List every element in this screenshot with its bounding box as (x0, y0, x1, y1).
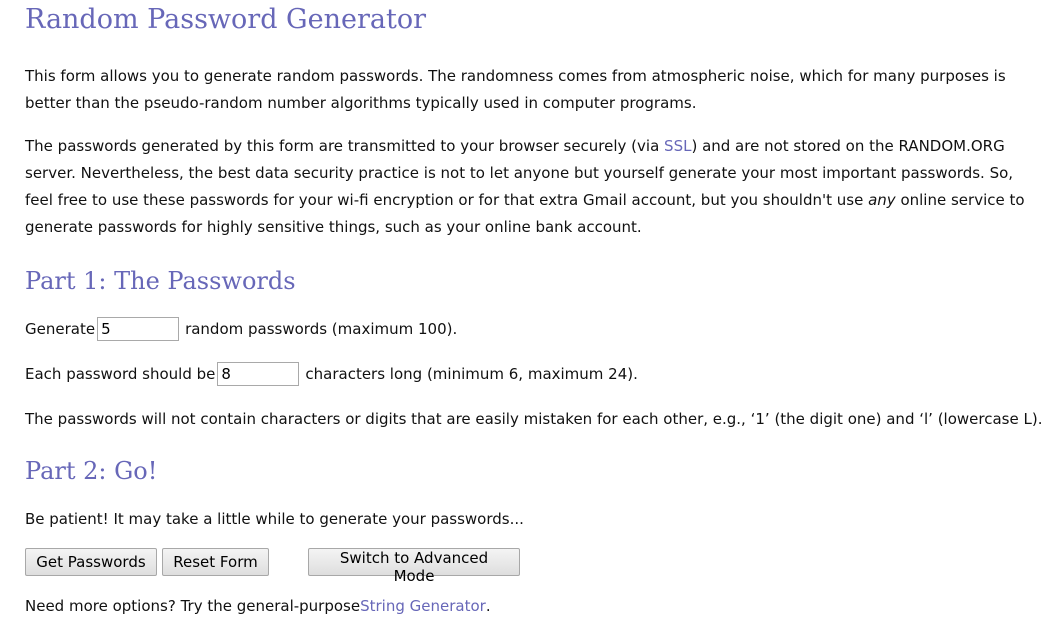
password-length-input[interactable] (217, 362, 299, 386)
patience-note: Be patient! It may take a little while to generate your passwords... (25, 510, 524, 528)
generate-suffix: random passwords (maximum 100). (185, 320, 458, 338)
get-passwords-button[interactable]: Get Passwords (25, 548, 157, 576)
security-text-2: ) and are not stored on the RANDOM.ORG server. Nevertheless, the best data security practice is not to let anyone but yourself generate your most important passwords. So, feel free to use these passwords for your wi-fi encryption or for that extra Gmail account, but you shouldn't use (25, 137, 1014, 209)
generate-row (25, 315, 457, 343)
security-text-1: The passwords generated by this form are transmitted to your browser securely (via (25, 137, 665, 155)
ambiguous-chars-note: The passwords will not contain characters or digits that are easily mistaken for each other, e.g., ‘1’ (the digit one) and ‘l’ (lowercase L). (25, 410, 1043, 428)
string-generator-link[interactable]: String Generator (360, 597, 486, 615)
length-row (25, 360, 638, 388)
part2-heading: Part 2: Go! (25, 457, 158, 485)
emphasis-any: any (868, 191, 896, 209)
length-suffix: characters long (minimum 6, maximum 24). (305, 365, 638, 383)
reset-form-button[interactable]: Reset Form (162, 548, 269, 576)
advanced-mode-button[interactable]: Switch to Advanced Mode (308, 548, 520, 576)
more-options-period: . (485, 597, 491, 615)
security-paragraph (25, 133, 1035, 241)
intro-paragraph: This form allows you to generate random passwords. The randomness comes from atmospheric noise, which for many purposes is better than the pseudo-random number algorithms typically used in computer programs. (25, 67, 1006, 112)
more-options-line (25, 592, 491, 620)
ssl-link[interactable]: SSL (664, 137, 692, 155)
security-text-3: online service to generate passwords for highly sensitive things, such as your online bank account. (25, 191, 1025, 236)
more-options-text: Need more options? Try the general-purpose (25, 597, 361, 615)
page-title: Random Password Generator (25, 4, 426, 35)
part1-heading: Part 1: The Passwords (25, 267, 296, 295)
generate-label: Generate (25, 320, 96, 338)
password-count-input[interactable] (97, 317, 179, 341)
length-label: Each password should be (25, 365, 216, 383)
